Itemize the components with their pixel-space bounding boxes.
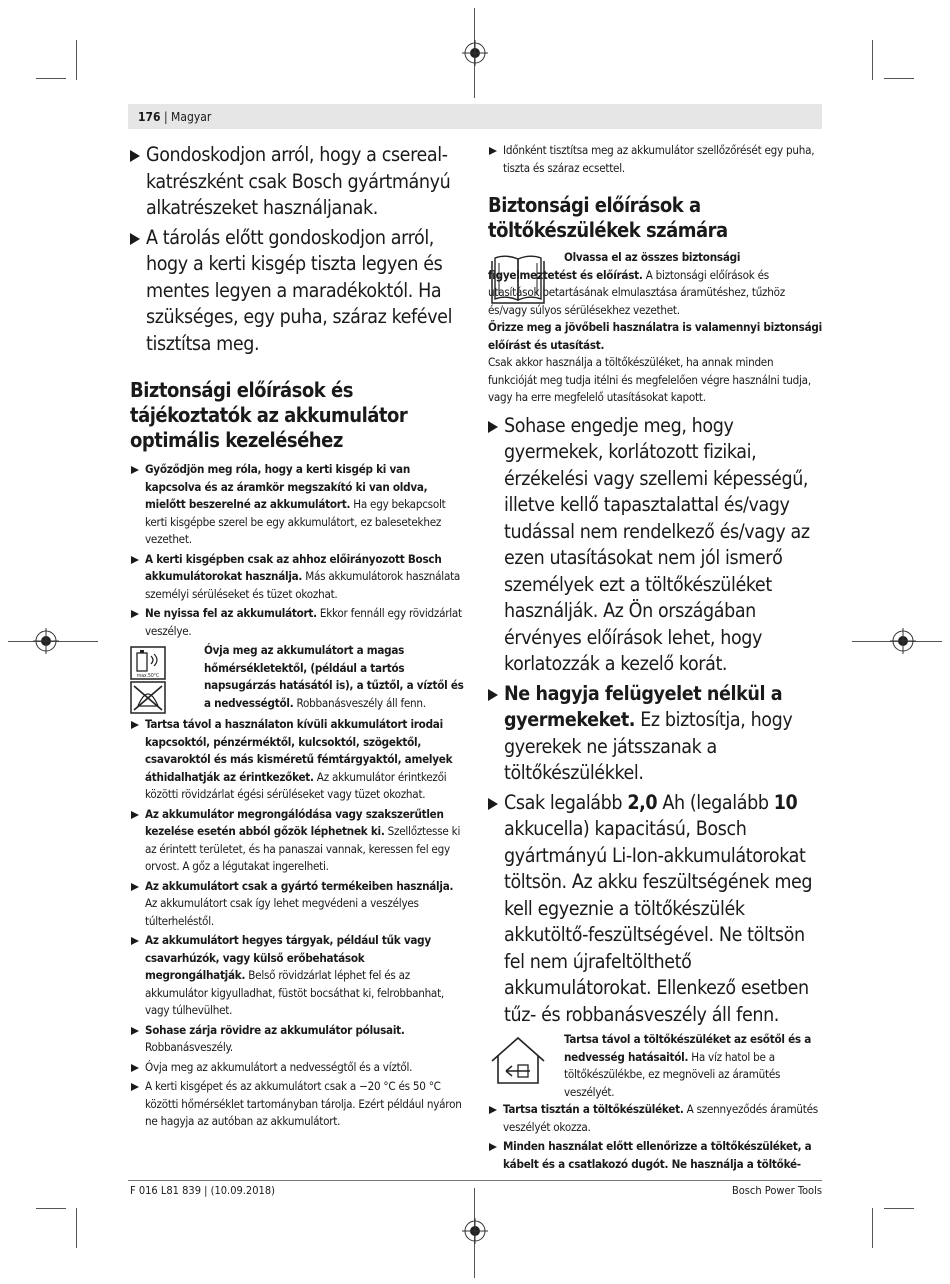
bullet-text: Belső rövidzárlat léphet fel és az akkumulátor kigyulladhat, füstöt bocsáthat ki, felrobbanhat, vagy túlhevülhet.	[145, 968, 444, 1017]
bullet-bold: Sohase zárja rövidre az akkumulátor pólusait.	[145, 1022, 405, 1037]
bullet-text: Ekkor fennáll egy rövidzárlat veszélye.	[145, 606, 462, 638]
bullet-triangle-icon	[131, 1064, 139, 1072]
svg-text:max.50°C: max.50°C	[136, 673, 160, 679]
left-column	[130, 142, 464, 1133]
icon-note-text	[204, 642, 464, 712]
right-column	[488, 142, 822, 1175]
rain-note-text	[564, 1031, 822, 1101]
bullet-triangle-icon	[131, 556, 139, 564]
crop-mark	[884, 1208, 914, 1209]
bullet-item	[130, 932, 464, 1020]
bullet-item	[130, 878, 464, 931]
bullet-bold: Győződjön meg róla, hogy a kerti kisgép ki van kapcsolva és az áramkör megszakító ki van oldva, mielőtt beszerelné az akkumulátort.	[145, 462, 428, 511]
bullet-item	[130, 806, 464, 876]
registration-mark-icon	[33, 628, 59, 654]
bullet-text: Más akkumulátorok használata személyi sérüléseket és tüzet okozhat.	[145, 569, 461, 601]
bullet-text: Robbanásveszély.	[145, 1040, 233, 1054]
bullet-item	[488, 413, 822, 678]
section-heading: Biztonsági előírások és tájékoztatók az akkumulátor optimális kezeléséhez	[130, 378, 408, 452]
bullet-item	[488, 681, 822, 787]
bullet-bold: Az akkumulátort csak a gyártó termékeiben használja.	[145, 878, 454, 893]
bullet-text: Sohase engedje meg, hogy gyermekek, korlátozott fizikai, érzékelési vagy szellemi képességű, illetve kellő tapasztalattal és/vagy tudással nem rendelkező és/vagy az ezen utasításokat nem jól ismerő személyek ezt a töltőkészüléket használják. Az Ön országában érvényes előírások lehet, hogy korlatozzák a kezelő korát.	[504, 413, 810, 675]
bullet-text: A tárolás előtt gondoskodjon arról, hogy a kerti kisgép tiszta legyen és mentes legyen a maradékoktól. Ha szükséges, egy puha, száraz kefével tisztítsa meg.	[146, 225, 453, 355]
note-bold: Óvja meg az akkumulátort a magas hőmérsékletektől, (például a tartós napsugárzás hatásától is), a tűztől, a víztől és a nedvességtől.	[204, 643, 464, 710]
bullet-bold: Minden használat előtt ellenőrizze a töltőkészüléket, a kábelt és a csatlakozó dugót. Ne használja a töltőké-	[503, 1139, 812, 1171]
bullet-bold: Ne nyissa fel az akkumulátort.	[145, 606, 317, 620]
crop-mark	[76, 40, 77, 80]
header-language: Magyar	[171, 110, 212, 124]
indoor-use-house-icon	[488, 1035, 548, 1085]
crop-mark	[36, 1208, 66, 1209]
crop-mark	[872, 40, 873, 80]
bullet-triangle-icon	[131, 1027, 139, 1035]
bullet-item	[130, 461, 464, 549]
bullet-bold: Ne hagyja felügyelet nélkül a gyermekeket.	[504, 681, 783, 731]
bullet-bold: A kerti kisgépben csak az ahhoz előirányozott Bosch akkumulátorokat használja.	[145, 551, 442, 583]
header-separator: |	[160, 110, 172, 124]
note-text: Robbanásveszély áll fenn.	[293, 695, 426, 710]
cell-count-value: 10	[773, 790, 798, 814]
bullet-text: A kerti kisgépet és az akkumulátort csak a −20 °C és 50 °C közötti hőmérséklet tartományban tárolja. Ezért például nyáron ne hagyja az autóban az akkumulátort.	[145, 1079, 462, 1128]
crop-mark	[872, 1208, 873, 1248]
bullet-item	[488, 1138, 822, 1173]
note-bold: Olvassa el az összes biztonsági figyelmeztetést és előírást.	[488, 250, 741, 282]
bullet-item	[488, 790, 822, 1029]
bullet-item	[488, 1101, 822, 1136]
footer-document-id: F 016 L81 839 | (10.09.2018)	[130, 1184, 275, 1197]
bullet-text: akkucella) kapacitású, Bosch gyártmányú Li-Ion-akkumulátorokat töltsön. Az akku feszültségének meg kell egyeznie a töltőkészülék akkutöltő-feszültségével. Ne töltsön fel nem újrafeltölthető akkumulátorokat. Ellenkező esetben tűz- és robbanásveszély áll fenn.	[504, 817, 813, 1026]
bullet-bold: Az akkumulátor megrongálódása vagy szakszerűtlen kezelése esetén abból gőzök léphetnek ki.	[145, 806, 444, 838]
page-header-bar	[128, 104, 822, 129]
bullet-text: Az akkumulátort csak így lehet megvédeni a veszélyes túlterheléstől.	[145, 896, 419, 928]
bullet-text: Csak legalább	[504, 790, 628, 814]
bullet-text: Ah (legalább	[657, 790, 774, 814]
bullet-triangle-icon	[131, 937, 139, 945]
bullet-bold: Tartsa távol a használaton kívüli akkumulátort irodai kapcsoktól, pénzérméktől, kulcsoktól, szögektől, csavaroktól és más kisméretű fémtárgyaktól, amelyek áthidalhatják az érintkezőket.	[145, 717, 453, 784]
bullet-item	[130, 716, 464, 804]
bullet-bold: Az akkumulátort hegyes tárgyak, például tűk vagy csavarhúzók, vagy külső erőbehatások megrongálhatják.	[145, 933, 431, 982]
crop-mark	[76, 1208, 77, 1248]
read-manual-icon	[488, 253, 548, 309]
read-manual-note	[488, 249, 822, 319]
icon-note	[130, 642, 464, 712]
usage-paragraph: Csak akkor használja a töltőkészüléket, ha annak minden funkcióját meg tudja itélni és megfelelően végre használni tudja, vagy ha erre megfelelő utasításokat kapott.	[488, 355, 811, 404]
bullet-triangle-icon	[130, 150, 140, 162]
battery-temperature-icon	[130, 646, 166, 714]
bullet-triangle-icon	[131, 610, 139, 618]
bullet-text: Az akkumulátor érintkezői közötti rövidzárlat égési sérüléseket vagy tüzet okozhat.	[145, 769, 447, 801]
bullet-text: Időnként tisztítsa meg az akkumulátor szellőzőrését egy puha, tiszta és száraz ecsettel.	[503, 143, 815, 175]
bullet-triangle-icon	[131, 1083, 139, 1091]
bullet-triangle-icon	[488, 689, 498, 701]
bullet-item	[130, 225, 464, 358]
bullet-triangle-icon	[131, 721, 139, 729]
crop-mark	[36, 78, 66, 79]
keep-instructions: Őrizze meg a jövőbeli használatra is valamennyi biztonsági előírást és utasítást.	[488, 320, 822, 352]
bullet-text: Ha egy bekapcsolt kerti kisgépbe szerel be egy akkumulátort, ez balesetekhez vezethet.	[145, 497, 446, 546]
note-text: A biztonsági előírások és utasítások betartásának elmulasztása áramütéshez, tűzhöz és/vagy súlyos sérülésekhez vezethet.	[488, 267, 785, 317]
registration-mark-icon	[462, 40, 488, 66]
rain-note	[488, 1031, 822, 1101]
bullet-triangle-icon	[488, 421, 498, 433]
crop-mark	[884, 78, 914, 79]
bullet-triangle-icon	[131, 883, 139, 891]
note-text: Ha víz hatol be a töltőkészülékbe, ez megnöveli az áramütés veszélyét.	[564, 1049, 781, 1099]
bullet-triangle-icon	[131, 466, 139, 474]
footer-divider	[128, 1180, 822, 1181]
bullet-item	[130, 605, 464, 640]
bullet-text: Óvja meg az akkumulátort a nedvességtől és a víztől.	[145, 1059, 413, 1074]
page-header	[138, 110, 211, 124]
bullet-item	[130, 142, 464, 222]
bullet-text: A szennyeződés áramütés veszélyét okozza.	[503, 1102, 818, 1134]
bullet-triangle-icon	[130, 233, 140, 245]
note-bold: Tartsa távol a töltőkészüléket az esőtől és a nedvesség hatásaitól.	[564, 1032, 812, 1064]
capacity-value: 2,0	[627, 790, 658, 814]
section-heading: Biztonsági előírások a töltőkészülékek számára	[488, 193, 728, 242]
registration-mark-icon	[462, 1218, 488, 1244]
registration-mark-icon	[890, 628, 916, 654]
bullet-text: Gondoskodjon arról, hogy a csereal-katrészként csak Bosch gyártmányú alkatrészeket használjanak.	[146, 143, 451, 219]
bullet-triangle-icon	[489, 147, 497, 155]
bullet-triangle-icon	[489, 1143, 497, 1151]
bullet-bold: Tartsa tisztán a töltőkészüléket.	[503, 1102, 684, 1116]
bullet-item	[130, 1078, 464, 1131]
footer-brand: Bosch Power Tools	[731, 1184, 822, 1197]
bullet-triangle-icon	[489, 1106, 497, 1114]
page-number: 176	[138, 110, 161, 124]
bullet-item	[130, 1022, 464, 1057]
bullet-item	[130, 551, 464, 604]
bullet-triangle-icon	[131, 811, 139, 819]
bullet-item	[130, 1059, 464, 1077]
bullet-triangle-icon	[488, 798, 498, 810]
bullet-text: Szellőztesse ki az érintett területet, és ha panaszai vannak, keressen fel egy orvost. A gőz a légutakat ingerelheti.	[145, 824, 461, 873]
bullet-text: Ez biztosítja, hogy gyerekek ne játsszanak a töltőkészülékkel.	[504, 708, 793, 784]
bullet-item	[488, 142, 822, 177]
